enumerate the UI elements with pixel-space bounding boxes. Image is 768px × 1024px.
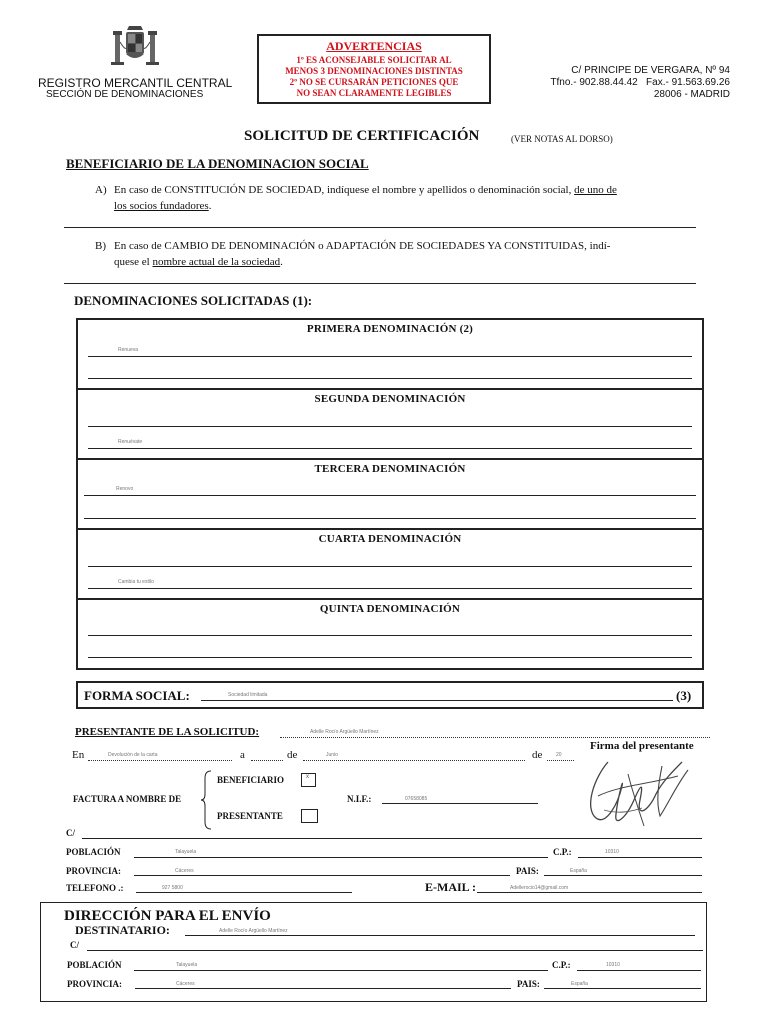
shipping-poblacion-label: POBLACIÓN: [67, 960, 122, 970]
en-field[interactable]: [88, 760, 232, 761]
denomination-field[interactable]: [88, 566, 692, 567]
option-b-main: En caso de CAMBIO DE DENOMINACIÓN o ADAPTACIÓN DE SOCIEDADES YA CONSTITUIDAS, indí-: [114, 240, 611, 252]
denomination-field[interactable]: [88, 657, 692, 658]
presenter-name-field[interactable]: [280, 737, 710, 738]
denomination-handwriting: Renueva: [118, 347, 139, 353]
email-field[interactable]: [477, 892, 702, 893]
presenter-name-value: Adelle Rocío Argüello Martínez: [310, 729, 379, 735]
denomination-label: QUINTA DENOMINACIÓN: [319, 603, 461, 615]
denominations-heading: DENOMINACIONES SOLICITADAS (1):: [74, 293, 313, 308]
destinatario-value: Adelle Rocío Argüello Martínez: [219, 928, 288, 934]
opt-beneficiary-label: BENEFICIARIO: [217, 775, 285, 785]
option-a-underlined-2: los socios fundadores: [114, 200, 209, 212]
pais-value: España: [570, 868, 587, 874]
denomination-field[interactable]: [88, 448, 692, 449]
nif-field[interactable]: [382, 803, 538, 804]
denomination-label: CUARTA DENOMINACIÓN: [318, 533, 462, 545]
shipping-poblacion-field[interactable]: [134, 970, 548, 971]
forma-social-note: (3): [676, 688, 692, 703]
coat-of-arms-icon: [105, 24, 165, 74]
a-label: a: [240, 749, 245, 761]
option-a-text: [114, 182, 704, 214]
shipping-box: [40, 902, 707, 1002]
cp-label: C.P.:: [553, 847, 572, 857]
cp-value: 10310: [605, 849, 619, 855]
shipping-street-field[interactable]: [87, 950, 703, 951]
warning-title: ADVERTENCIAS: [326, 39, 422, 53]
presenter-heading: PRESENTANTE DE LA SOLICITUD:: [75, 726, 260, 738]
poblacion-value: Talayuela: [175, 849, 197, 855]
beneficiary-a-field[interactable]: [64, 227, 696, 228]
nif-value: 07658085: [405, 796, 428, 802]
beneficiary-b-field[interactable]: [64, 283, 696, 284]
forma-social-field[interactable]: [201, 700, 673, 701]
forma-social-value: Sociedad limitada: [228, 692, 268, 698]
shipping-poblacion-value: Talayuela: [176, 962, 198, 968]
street-field[interactable]: [82, 838, 702, 839]
option-b-marker: B): [95, 240, 106, 252]
office-address: [550, 65, 730, 101]
denomination-label: TERCERA DENOMINACIÓN: [314, 463, 466, 475]
cp-field[interactable]: [578, 857, 702, 858]
warning-line: 2º NO SE CURSARÁN PETICIONES QUE: [289, 77, 459, 87]
page-title: SOLICITUD DE CERTIFICACIÓN: [244, 128, 480, 144]
option-a-main: En caso de CONSTITUCIÓN DE SOCIEDAD, indíquese el nombre y apellidos o denominación social,: [114, 184, 572, 196]
city-line: 28006 - MADRID: [653, 89, 730, 100]
en-value: Devolución de la carta: [108, 752, 158, 758]
telefono-value: 927 5800: [162, 885, 183, 891]
invoice-brace-icon: [201, 770, 213, 830]
provincia-value: Cáceres: [175, 868, 194, 874]
shipping-provincia-label: PROVINCIA:: [67, 979, 122, 989]
year-value: 20: [556, 752, 562, 758]
email-value: Adellerocio14@gmail.com: [510, 885, 569, 891]
denomination-label: SEGUNDA DENOMINACIÓN: [314, 393, 466, 405]
beneficiary-heading: BENEFICIARIO DE LA DENOMINACION SOCIAL: [66, 156, 369, 171]
month-field[interactable]: [303, 760, 525, 761]
shipping-pais-label: PAIS:: [517, 979, 540, 989]
denomination-field[interactable]: [88, 588, 692, 589]
shipping-cp-label: C.P.:: [552, 960, 571, 970]
option-a-end: .: [208, 200, 212, 212]
denomination-label: PRIMERA DENOMINACIÓN (2): [306, 323, 474, 335]
email-label: E-MAIL :: [425, 880, 476, 894]
presenter-checkbox[interactable]: [301, 809, 318, 823]
forma-social-box: [76, 681, 704, 709]
denomination-field[interactable]: [84, 518, 696, 519]
shipping-cp-field[interactable]: [577, 970, 701, 971]
shipping-heading: DIRECCIÓN PARA EL ENVÍO: [64, 908, 271, 924]
beneficiary-check-mark: x: [306, 774, 309, 780]
denomination-box-3: [76, 458, 704, 530]
denomination-handwriting: Cambia tu estilo: [118, 579, 154, 585]
option-b-underlined: nombre actual de la sociedad: [152, 256, 281, 268]
signature-label: Firma del presentante: [590, 740, 694, 752]
denomination-field[interactable]: [88, 356, 692, 357]
option-a-underlined: de uno de: [574, 184, 617, 196]
provincia-label: PROVINCIA:: [66, 866, 121, 876]
en-label: En: [72, 749, 85, 761]
shipping-provincia-field[interactable]: [135, 988, 511, 989]
title-note: (VER NOTAS AL DORSO): [511, 134, 613, 144]
option-a-marker: A): [95, 184, 107, 196]
denomination-box-5: [76, 598, 704, 670]
destinatario-field[interactable]: [185, 935, 695, 936]
denomination-box-4: [76, 528, 704, 600]
shipping-provincia-value: Cáceres: [176, 981, 195, 987]
nif-label: N.I.F.:: [347, 794, 372, 804]
c-label: C/: [66, 828, 75, 838]
address-line: C/ PRINCIPE DE VERGARA, Nº 94: [571, 65, 730, 76]
opt-presenter-label: PRESENTANTE: [217, 811, 283, 821]
denomination-box-1: [76, 318, 704, 390]
denomination-box-2: [76, 388, 704, 460]
denomination-handwriting: Renovo: [116, 486, 134, 492]
denomination-field[interactable]: [88, 426, 692, 427]
registry-name: REGISTRO MERCANTIL CENTRAL: [38, 76, 233, 90]
denomination-field[interactable]: [88, 635, 692, 636]
pais-field[interactable]: [544, 875, 702, 876]
warning-line: NO SEAN CLARAMENTE LEGIBLES: [296, 88, 452, 98]
signature-image: [578, 756, 702, 836]
phone-fax-line: Tfno.- 902.88.44.42 Fax.- 91.563.69.26: [550, 77, 730, 88]
telefono-label: TELEFONO .:: [66, 883, 124, 893]
day-field[interactable]: [251, 760, 283, 761]
year-field[interactable]: [547, 760, 574, 761]
warning-box: [257, 34, 491, 104]
de-label-1: de: [287, 749, 298, 761]
de-label-2: de: [532, 749, 543, 761]
option-b-text: [114, 238, 714, 270]
telefono-field[interactable]: [136, 892, 352, 893]
shipping-pais-field[interactable]: [544, 988, 701, 989]
denomination-field[interactable]: [84, 495, 696, 496]
shipping-pais-value: España: [571, 981, 588, 987]
pais-label: PAIS:: [516, 866, 539, 876]
month-value: Junio: [326, 752, 338, 758]
beneficiary-checkbox[interactable]: [301, 773, 316, 787]
denomination-field[interactable]: [88, 378, 692, 379]
poblacion-label: POBLACIÓN: [66, 847, 121, 857]
invoice-label: FACTURA A NOMBRE DE: [73, 794, 182, 804]
forma-social-label: FORMA SOCIAL:: [84, 688, 190, 703]
shipping-c-label: C/: [70, 940, 79, 950]
denomination-handwriting: Renuévate: [118, 439, 143, 445]
option-b-main-2: quese el: [114, 256, 150, 268]
provincia-field[interactable]: [134, 875, 510, 876]
warning-line: MENOS 3 DENOMINACIONES DISTINTAS: [285, 66, 463, 76]
option-b-end: .: [280, 256, 283, 268]
shipping-cp-value: 10310: [606, 962, 620, 968]
warning-line: 1º ES ACONSEJABLE SOLICITAR AL: [296, 55, 452, 65]
destinatario-label: DESTINATARIO:: [75, 923, 170, 937]
registry-section: SECCIÓN DE DENOMINACIONES: [46, 89, 204, 100]
poblacion-field[interactable]: [134, 857, 548, 858]
